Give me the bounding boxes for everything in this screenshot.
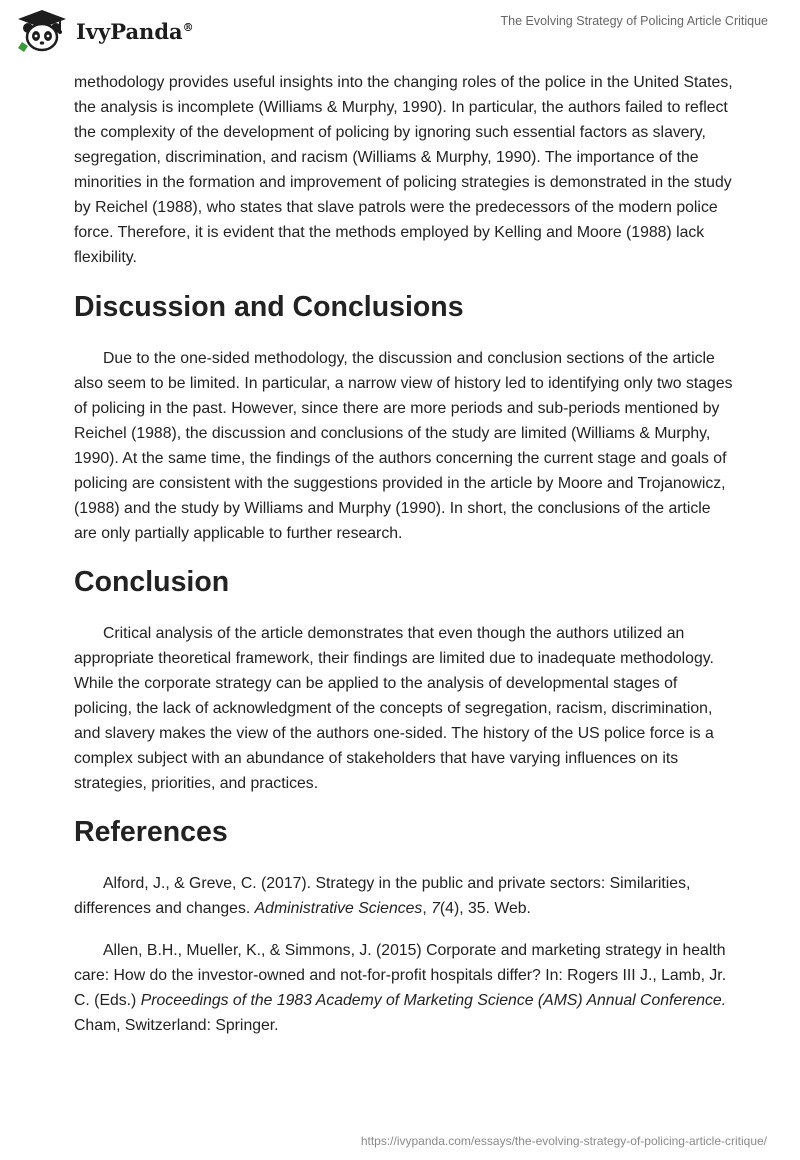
reference-item: Alford, J., & Greve, C. (2017). Strategy in the public and private sectors: Similarities, differences and changes. Administrative Sciences, 7(4), 35. Web. <box>74 875 691 917</box>
journal-title: Administrative Sciences <box>254 900 423 917</box>
intro-paragraph: methodology provides useful insights into the changing roles of the police in the United States, the analysis is incomplete (Williams & Murphy, 1990). In particular, the authors failed to reflect the complexity of the development of policing by ignoring such essential factors as slavery, segregation, discrimination, and racism (Williams & Murphy, 1990). The importance of the minorities in the formation and improvement of policing strategies is demonstrated in the study by Reichel (1988), who states that slave patrols were the predecessors of the modern police force. Therefore, it is evident that the methods employed by Kelling and Moore (1988) lack flexibility. <box>74 74 733 266</box>
journal-volume: 7 <box>431 900 440 917</box>
reference-item: Allen, B.H., Mueller, K., & Simmons, J. (2015) Corporate and marketing strategy in health care: How do the investor-owned and not-for-profit hospitals differ? In: Rogers III J., Lamb, Jr. C. (Eds.) Proceedings of the 1983 Academy of Marketing Science (AMS) Annual Conference. Cham, Switzerland: Springer. <box>74 942 727 1034</box>
section-heading-references: References <box>74 816 228 848</box>
section-heading-discussion: Discussion and Conclusions <box>74 291 464 323</box>
panda-graduate-icon <box>14 8 70 54</box>
article-body <box>74 70 734 1038</box>
proceedings-title: Proceedings of the 1983 Academy of Marketing Science (AMS) Annual Conference. <box>140 992 727 1009</box>
conclusion-paragraph: Critical analysis of the article demonstrates that even though the authors utilized an appropriate theoretical framework, their findings are limited due to inadequate methodology. While the corporate strategy can be applied to the analysis of developmental stages of policing, the lack of acknowledgment of the concepts of segregation, racism, discrimination, and slavery makes the view of the authors one-sided. The history of the US police force is a complex subject with an abundance of stakeholders that have varying influences on its strategies, priorities, and practices. <box>74 625 714 792</box>
logo-text: IvyPanda® <box>76 18 194 44</box>
discussion-paragraph: Due to the one-sided methodology, the discussion and conclusion sections of the article also seem to be limited. In particular, a narrow view of history led to identifying only two stages of policing in the past. However, since there are more periods and sub-periods mentioned by Reichel (1988), the discussion and conclusions of the study are limited (Williams & Murphy, 1990). At the same time, the findings of the authors concerning the current stage and goals of policing are consistent with the suggestions provided in the article by Moore and Trojanowicz, (1988) and the study by Williams and Murphy (1990). In short, the conclusions of the article are only partially applicable to further research. <box>74 350 733 542</box>
source-url[interactable]: https://ivypanda.com/essays/the-evolving-strategy-of-policing-article-critique/ <box>360 1134 767 1148</box>
page-header <box>0 0 800 64</box>
section-heading-conclusion: Conclusion <box>74 566 230 598</box>
document-title: The Evolving Strategy of Policing Article Critique <box>500 14 768 28</box>
ivypanda-logo[interactable] <box>14 8 194 54</box>
